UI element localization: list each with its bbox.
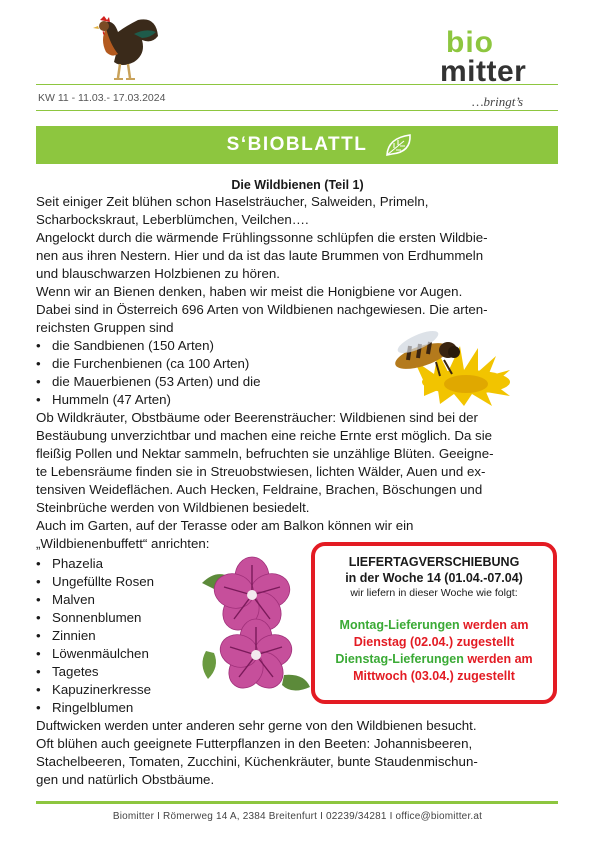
list-item: • Phazelia xyxy=(52,555,103,572)
notice-item-tuesday-date xyxy=(315,669,553,683)
biomitter-logo xyxy=(440,28,560,120)
list-item: • Ringelblumen xyxy=(52,699,133,716)
body-line: Auch im Garten, auf der Terasse oder am Balkon können wir ein xyxy=(36,518,414,533)
body-line: Duftwicken werden unter anderen sehr gerne von den Wildbienen besucht. xyxy=(36,718,477,733)
notice-item-tuesday-text: werden am xyxy=(463,652,533,666)
list-item: • die Mauerbienen (53 Arten) und die xyxy=(52,373,260,390)
mallow-flowers-image xyxy=(196,555,314,697)
logo-tagline: …bringt’s xyxy=(472,94,524,109)
list-item: • Tagetes xyxy=(52,663,99,680)
body-line: Scharbockskraut, Leberblümchen, Veilchen…. xyxy=(36,212,309,227)
notice-intro: wir liefern in dieser Woche wie folgt: xyxy=(350,587,518,599)
body-line: und blauschwarzen Holzbienen zu hören. xyxy=(36,266,280,281)
rooster-image xyxy=(76,14,160,82)
notice-item-monday-day: Montag-Lieferungen xyxy=(339,618,460,632)
bee-on-flower-image xyxy=(374,330,512,406)
notice-item-monday-text: werden am xyxy=(459,618,529,632)
body-line: tensiven Weideflächen. Auch Hecken, Feldraine, Brachen, Böschungen und xyxy=(36,482,483,497)
body-line: reichsten Gruppen sind xyxy=(36,320,174,335)
notice-item-monday-date-text: Dienstag (02.04.) zugestellt xyxy=(353,635,515,649)
body-line: Wenn wir an Bienen denken, haben wir meist die Honigbiene vor Augen. xyxy=(36,284,463,299)
footer-contact: Biomitter I Römerweg 14 A, 2384 Breitenfurt I 02239/34281 I office@biomitter.at xyxy=(112,811,483,822)
logo-bio: bio xyxy=(446,26,494,59)
leaf-icon xyxy=(384,132,414,158)
body-line: Seit einiger Zeit blühen schon Haselsträucher, Salweiden, Primeln, xyxy=(36,194,429,209)
body-line: te Lebensräume finden sie in Streuobstwiesen, lichten Wälder, Auen und ex- xyxy=(36,464,486,479)
list-item: • Sonnenblumen xyxy=(52,609,141,626)
list-item: • Löwenmäulchen xyxy=(52,645,149,662)
body-line: Bestäubung unverzichtbar und machen eine reiche Ernte erst möglich. Da sie xyxy=(36,428,493,443)
title-banner xyxy=(36,126,558,164)
notice-subtitle: in der Woche 14 (01.04.-07.04) xyxy=(345,571,523,585)
list-item: • die Sandbienen (150 Arten) xyxy=(52,337,214,354)
body-line: Dabei sind in Österreich 696 Arten von Wildbienen nachgewiesen. Die arten- xyxy=(36,302,488,317)
body-line: „Wildbienenbuffett“ anrichten: xyxy=(36,536,210,551)
body-line: Angelockt durch die wärmende Frühlingssonne schlüpfen die ersten Wildbie- xyxy=(36,230,488,245)
notice-item-tuesday-date-text: Mittwoch (03.04.) zugestellt xyxy=(353,669,515,683)
list-item: • Zinnien xyxy=(52,627,96,644)
notice-item-tuesday xyxy=(315,652,553,666)
notice-item-monday-date xyxy=(315,635,553,649)
list-item: • Ungefüllte Rosen xyxy=(52,573,154,590)
body-line: Oft blühen auch geeignete Futterpflanzen in den Beeten: Johannisbeeren, xyxy=(36,736,473,751)
notice-item-tuesday-day: Dienstag-Lieferungen xyxy=(335,652,464,666)
list-item: • Hummeln (47 Arten) xyxy=(52,391,171,408)
body-line: gen und natürlich Obstbäume. xyxy=(36,772,215,787)
body-line: fleißig Pollen und Nektar sammeln, befruchten sie unzählige Blüten. Geeigne- xyxy=(36,446,494,461)
body-line: Stachelbeeren, Tomaten, Zucchini, Küchenkräuter, bunte Staudenmischun- xyxy=(36,754,478,769)
notice-title: LIEFERTAGVERSCHIEBUNG xyxy=(348,555,520,569)
footer-divider xyxy=(36,801,558,804)
list-item: • Kapuzinerkresse xyxy=(52,681,151,698)
week-range: KW 11 - 11.03.- 17.03.2024 xyxy=(38,92,166,104)
body-line: Ob Wildkräuter, Obstbäume oder Beerensträucher: Wildbienen sind bei der xyxy=(36,410,478,425)
article-title: Die Wildbienen (Teil 1) xyxy=(231,178,364,192)
body-line: nen aus ihren Nestern. Hier und da ist das laute Brummen von Erdhummeln xyxy=(36,248,484,263)
banner-title: S‘BIOBLATTL xyxy=(226,134,368,155)
list-item: • Malven xyxy=(52,591,95,608)
notice-item-monday xyxy=(315,618,553,632)
body-line: Steinbrüche werden von Wildbienen besiedelt. xyxy=(36,500,310,515)
delivery-notice-box xyxy=(311,542,557,704)
list-item: • die Furchenbienen (ca 100 Arten) xyxy=(52,355,249,372)
logo-mitter: mitter xyxy=(440,55,527,88)
